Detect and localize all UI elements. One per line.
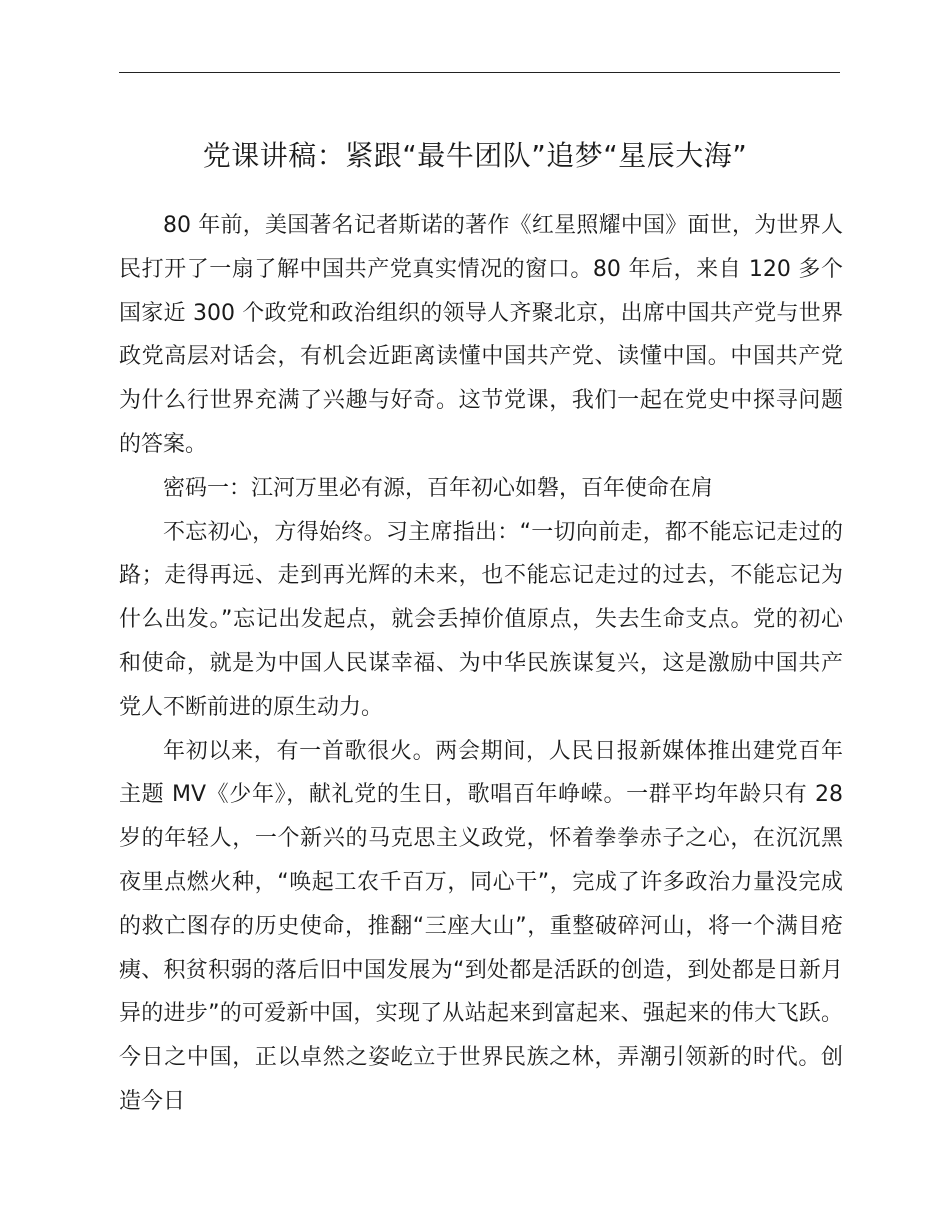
document-title: 党课讲稿：紧跟“最牛团队”追梦“星辰大海” — [202, 139, 748, 172]
paragraph-intro: 80 年前，美国著名记者斯诺的著作《红星照耀中国》面世，为世界人民打开了一扇了解中国共产党真实情况的窗口。80 年后，来自 120 多个国家近 300 个政党和政治组织的领导人齐聚北京，出席中国共产党与世界政党高层对话会，有机会近距离读懂中国共产党、读懂中国。中国共产党为什么行世界充满了兴趣与好奇。这节党课，我们一起在党史中探寻问题的答案。 — [119, 213, 843, 457]
paragraph-song-youth: 年初以来，有一首歌很火。两会期间，人民日报新媒体推出建党百年主题 MV《少年》，献礼党的生日，歌唱百年峥嵘。一群平均年龄只有 28 岁的年轻人，一个新兴的马克思主义政党，怀着拳拳赤子之心，在沉沉黑夜里点燃火种，“唤起工农千百万，同心干”，完成了许多政治力量没完成的救亡图存的历史使命，推翻“三座大山”，重整破碎河山，将一个满目疮痍、积贫积弱的落后旧中国发展为“到处都是活跃的创造，到处都是日新月异的进步”的可爱新中国，实现了从站起来到富起来、强起来的伟大飞跃。今日之中国，正以卓然之姿屹立于世界民族之林，弄潮引领新的时代。创造今日 — [119, 738, 843, 1114]
section-heading-code-one: 密码一：江河万里必有源，百年初心如磐，百年使命在肩 — [163, 475, 714, 501]
header-rule — [119, 72, 840, 73]
document-body — [119, 204, 843, 1124]
paragraph-original-aspiration: 不忘初心，方得始终。习主席指出：“一切向前走，都不能忘记走过的路；走得再远、走到再光辉的未来，也不能忘记走过的过去，不能忘记为什么出发。”忘记出发起点，就会丢掉价值原点，失去生命支点。党的初心和使命，就是为中国人民谋幸福、为中华民族谋复兴，这是激励中国共产党人不断前进的原生动力。 — [119, 519, 843, 720]
